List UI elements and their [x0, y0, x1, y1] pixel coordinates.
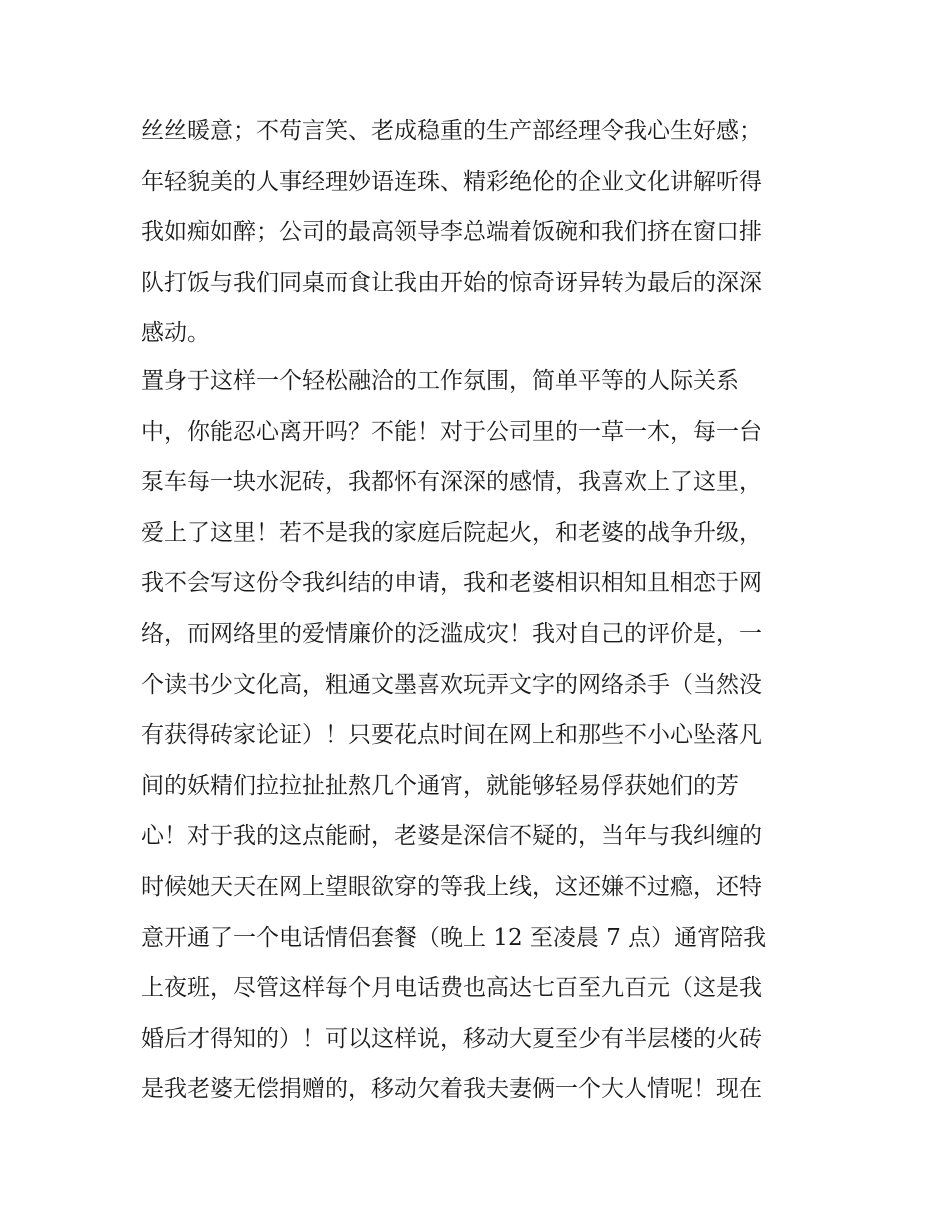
text-line: 时候她天天在网上望眼欲穿的等我上线，这还嫌不过瘾，还特: [141, 873, 762, 900]
text-line: 心！对于我的这点能耐，老婆是深信不疑的，当年与我纠缠的: [141, 823, 762, 850]
text-line: 意开通了一个电话情侣套餐（晚上 12 至凌晨 7 点）通宵陪我: [141, 924, 767, 951]
text-line: 感动。: [141, 320, 210, 347]
text-line: 丝丝暖意；不苟言笑、老成稳重的生产部经理令我心生好感；: [141, 118, 762, 144]
text-line: 间的妖精们拉拉扯扯熬几个通宵，就能够轻易俘获她们的芳: [141, 772, 739, 799]
text-line: 有获得砖家论证）！只要花点时间在网上和那些不小心坠落凡: [141, 722, 762, 749]
paragraph-2: [141, 356, 821, 1115]
text-line: 上夜班，尽管这样每个月电话费也高达七百至九百元（这是我: [141, 975, 762, 1002]
text-line: 中，你能忍心离开吗？不能！对于公司里的一草一木，每一台: [141, 418, 762, 445]
text-line: 爱上了这里！若不是我的家庭后院起火，和老婆的战争升级，: [141, 519, 762, 546]
text-line: 年轻貌美的人事经理妙语连珠、精彩绝伦的企业文化讲解听得: [141, 168, 762, 195]
text-line: 婚后才得知的）！可以这样说，移动大夏至少有半层楼的火砖: [141, 1025, 762, 1052]
paragraph-1: [141, 106, 821, 359]
text-line: 络，而网络里的爱情廉价的泛滥成灾！我对自己的评价是，一: [141, 620, 762, 647]
text-line: 置身于这样一个轻松融洽的工作氛围，简单平等的人际关系: [141, 368, 739, 394]
text-line: 我不会写这份令我纠结的申请，我和老婆相识相知且相恋于网: [141, 570, 762, 597]
text-line: 我如痴如醉；公司的最高领导李总端着饭碗和我们挤在窗口排: [141, 219, 762, 246]
text-line: 泵车每一块水泥砖，我都怀有深深的感情，我喜欢上了这里，: [141, 469, 762, 496]
text-line: 队打饭与我们同桌而食让我由开始的惊奇讶异转为最后的深深: [141, 269, 762, 296]
text-line: 是我老婆无偿捐赠的，移动欠着我夫妻俩一个大人情呢！现在: [141, 1076, 762, 1103]
text-line: 个读书少文化高，粗通文墨喜欢玩弄文字的网络杀手（当然没: [141, 671, 762, 698]
